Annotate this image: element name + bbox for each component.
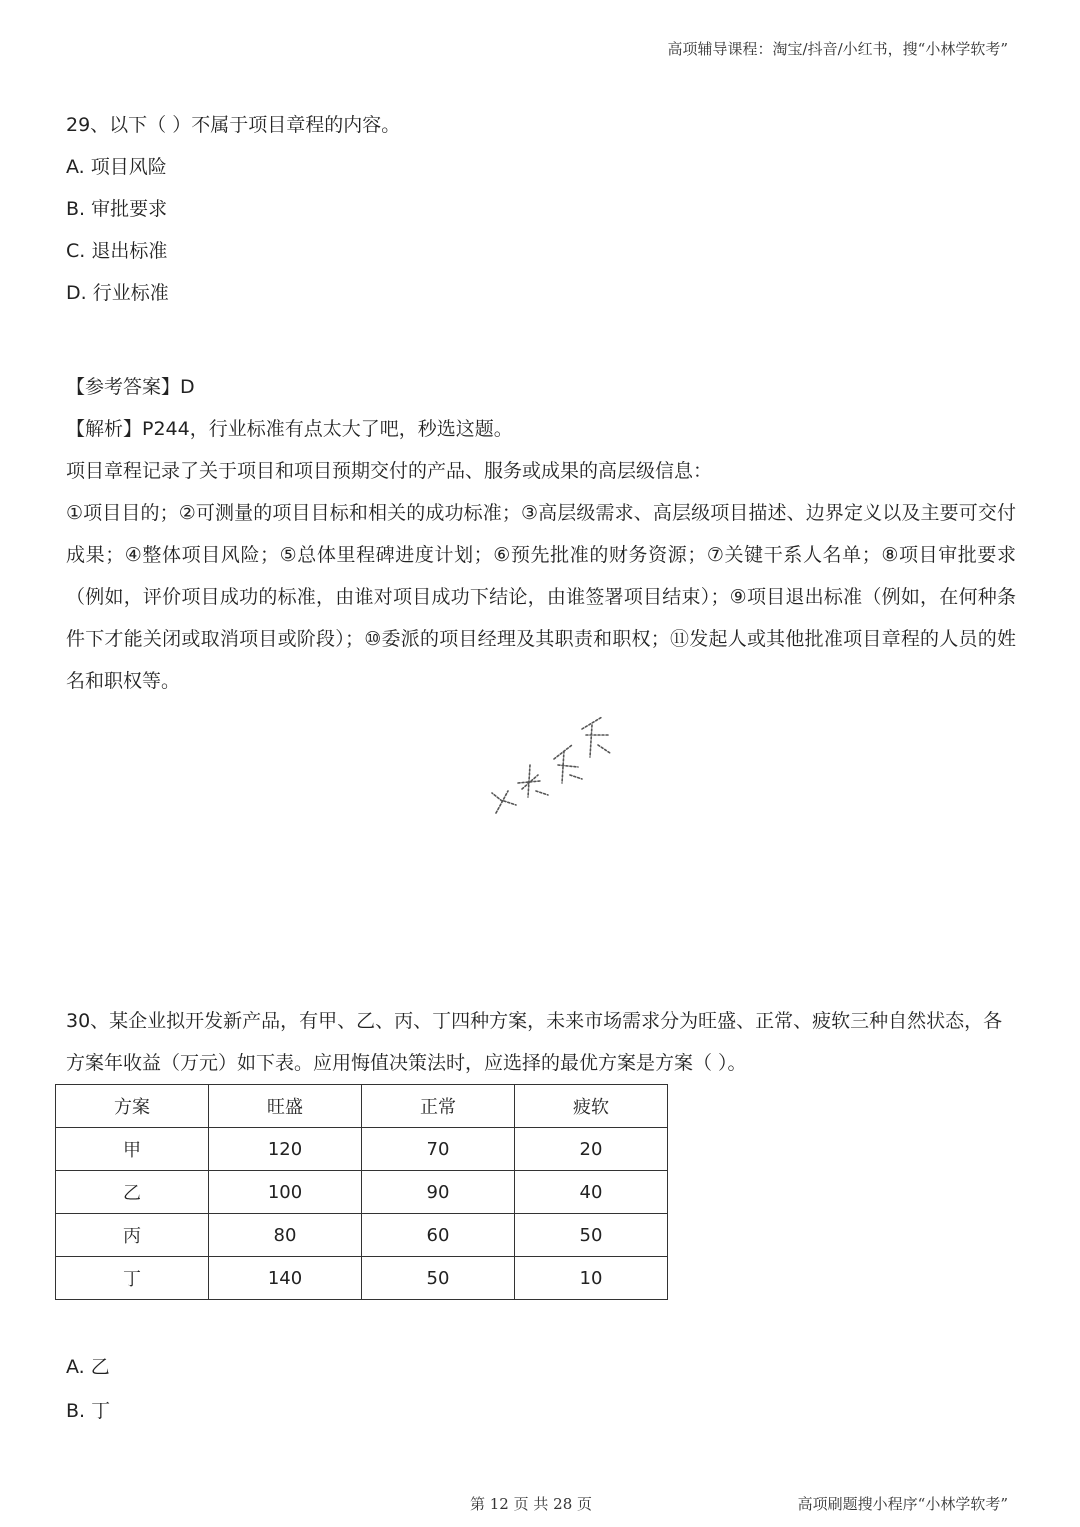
question-30-options — [66, 1345, 110, 1433]
table-cell: 甲 — [56, 1128, 209, 1171]
question-29-option-d: D. 行业标准 — [66, 282, 169, 304]
question-30-option-a: A. 乙 — [66, 1356, 110, 1378]
table-cell: 120 — [209, 1128, 362, 1171]
footer-note: 高项刷题搜小程序“小林学软考” — [797, 1495, 1008, 1513]
analysis-body: ①项目目的；②可测量的项目目标和相关的成功标准；③高层级需求、高层级项目描述、边界定义以及主要可交付成果；④整体项目风险；⑤总体里程碑进度计划；⑥预先批准的财务资源；⑦关键干系人名单；⑧项目审批要求（例如，评价项目成功的标准，由谁对项目成功下结论，由谁签署项目结束）；⑨项目退出标准（例如，在何种条件下才能关闭或取消项目或阶段）；⑩委派的项目经理及其职责和职权；⑪发起人或其他批准项目章程的人员的姓名和职权等。 — [66, 502, 1016, 692]
analysis-intro: 项目章程记录了关于项目和项目预期交付的产品、服务或成果的高层级信息： — [66, 460, 713, 482]
table-cell: 乙 — [56, 1171, 209, 1214]
table-row — [56, 1257, 668, 1300]
question-29-answer-section — [66, 366, 1016, 702]
table-header-cell: 旺盛 — [209, 1085, 362, 1128]
payoff-table — [55, 1084, 668, 1300]
table-cell: 10 — [515, 1257, 668, 1300]
table-cell: 60 — [362, 1214, 515, 1257]
table-cell: 50 — [362, 1257, 515, 1300]
table-row — [56, 1128, 668, 1171]
page-number: 第 12 页 共 28 页 — [470, 1495, 593, 1513]
reference-answer: 【参考答案】D — [66, 376, 195, 398]
analysis-label: 【解析】P244，行业标准有点太大了吧，秒选这题。 — [66, 418, 513, 440]
table-cell: 100 — [209, 1171, 362, 1214]
question-29-title: 29、以下（ ）不属于项目章程的内容。 — [66, 114, 401, 136]
table-cell: 丁 — [56, 1257, 209, 1300]
table-header-row — [56, 1085, 668, 1128]
table-cell: 70 — [362, 1128, 515, 1171]
table-cell: 40 — [515, 1171, 668, 1214]
table-cell: 20 — [515, 1128, 668, 1171]
question-30-option-b: B. 丁 — [66, 1400, 111, 1422]
table-cell: 140 — [209, 1257, 362, 1300]
question-29-option-a: A. 项目风险 — [66, 156, 167, 178]
table-cell: 50 — [515, 1214, 668, 1257]
table-cell: 90 — [362, 1171, 515, 1214]
table-cell: 丙 — [56, 1214, 209, 1257]
table-row — [56, 1214, 668, 1257]
question-29-option-c: C. 退出标准 — [66, 240, 168, 262]
header-note: 高项辅导课程：淘宝/抖音/小红书，搜“小林学软考” — [667, 40, 1008, 58]
signature-watermark — [478, 705, 618, 815]
question-29 — [66, 104, 400, 314]
table-row — [56, 1171, 668, 1214]
table-header-cell: 正常 — [362, 1085, 515, 1128]
table-header-cell: 方案 — [56, 1085, 209, 1128]
question-29-option-b: B. 审批要求 — [66, 198, 168, 220]
question-30-title: 30、某企业拟开发新产品，有甲、乙、丙、丁四种方案，未来市场需求分为旺盛、正常、疲软三种自然状态，各方案年收益（万元）如下表。应用悔值决策法时，应选择的最优方案是方案（ ）。 — [66, 1010, 1003, 1074]
table-cell: 80 — [209, 1214, 362, 1257]
table-header-cell: 疲软 — [515, 1085, 668, 1128]
